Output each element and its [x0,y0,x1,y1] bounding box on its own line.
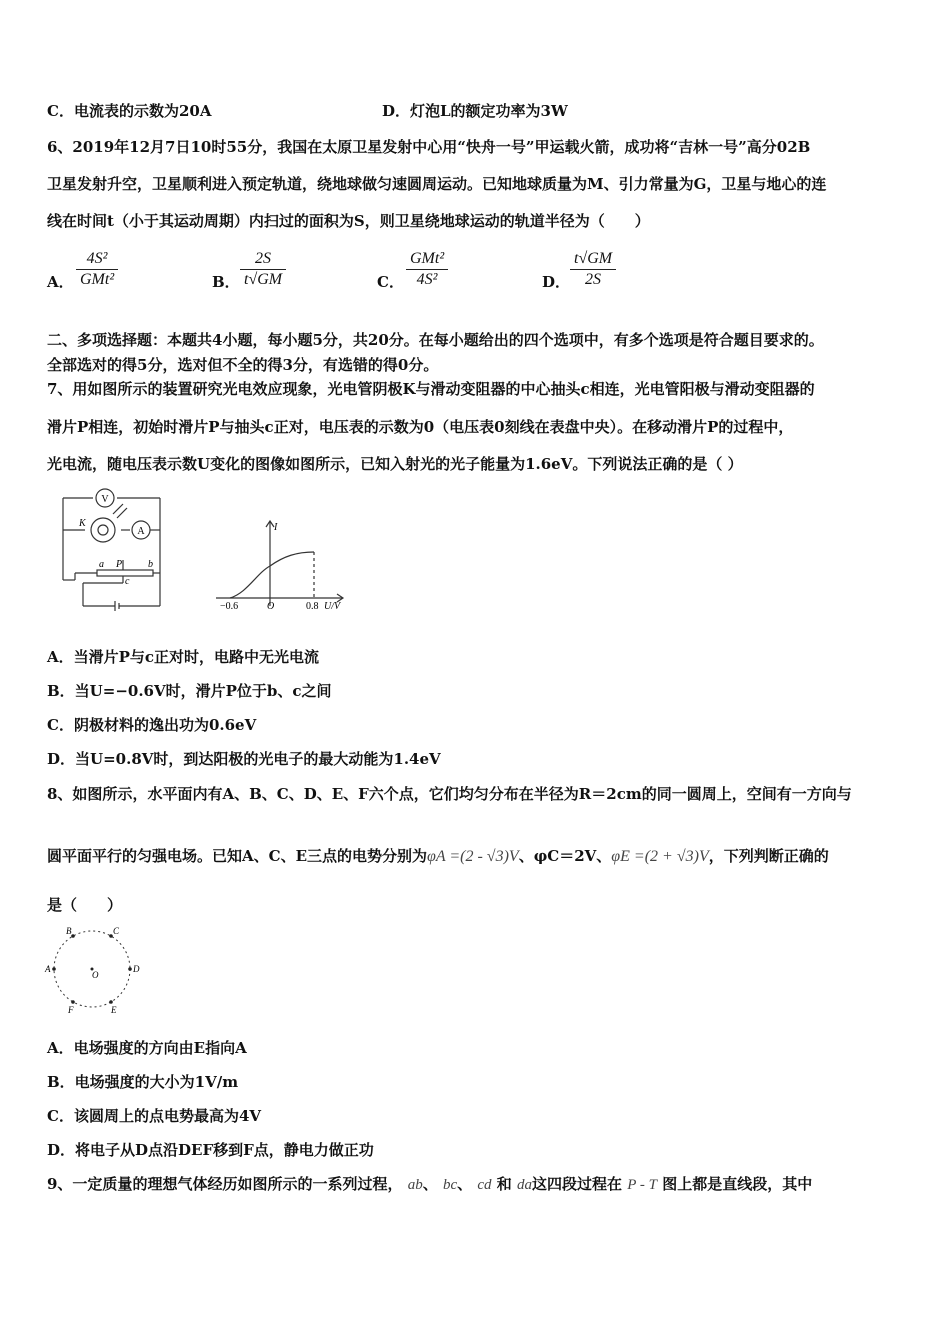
q8-line-3: 是（ ） [47,896,123,914]
ammeter-label: A [137,526,145,537]
voltmeter-label: V [101,494,109,505]
photocell-icon [91,518,115,542]
q9-line-a: 9、一定质量的理想气体经历如图所示的一系列过程， [47,1175,403,1193]
q5-option-c: C．电流表的示数为20A [47,102,212,120]
q6-option-b-num: 2S [255,250,272,267]
center-o-label: O [92,970,99,980]
cathode-label: K [79,518,86,529]
q8-option-b: B．电场强度的大小为1V/m [47,1073,239,1091]
q5-option-d: D．灯泡L的额定功率为3W [382,102,568,120]
q7-circuit-diagram [55,488,170,613]
q6-option-c-num: GMt² [410,250,445,267]
section2-line-1: 二、多项选择题：本题共4小题，每小题5分，共20分。在每小题给出的四个选项中，有多个选项是符合题目要求的。 [47,331,824,349]
q9-sep1: 、 [422,1175,438,1193]
q8-phi-e: φE =(2 + √3)V [611,848,709,865]
q8-phi-a: φA =(2 - √3)V [427,848,519,865]
q6-option-a-label: A． [47,273,74,291]
origin-label: O [267,601,275,610]
q6-option-c-fraction [406,250,448,289]
pos-tick-label: 0.8 [306,601,319,610]
rheostat-end-b-label: b [148,559,153,570]
q6-option-b-den: t√GM [244,271,283,288]
point-f-label: F [68,1005,74,1015]
neg-tick-label: −0.6 [220,601,239,610]
q6-option-c-label: C． [377,273,404,291]
q6-option-a-num: 4S² [86,250,108,267]
q9-ab: ab [407,1177,423,1193]
q9-da: da [517,1177,533,1193]
q6-line-3: 线在时间t（小于其运动周期）内扫过的面积为S，则卫星绕地球运动的轨道半径为（ ） [47,212,650,230]
section2-line-2: 全部选对的得5分，选对但不全的得3分，有选错的得0分。 [47,356,439,374]
q6-line-2: 卫星发射升空，卫星顺利进入预定轨道，绕地球做匀速圆周运动。已知地球质量为M、引力常量为G，卫星与地心的连 [47,175,827,193]
q6-option-b-label: B． [212,273,240,291]
q9-sep2: 、 [457,1175,473,1193]
q9-line-b: 这四段过程在 [532,1175,623,1193]
q7-line-2: 滑片P相连，初始时滑片P与抽头c正对，电压表的示数为0（电压表0刻线在表盘中央）。在移动滑片P的过程中， [47,418,794,436]
q9-line-c: 图上都是直线段，其中 [662,1175,813,1193]
q6-option-d-num: t√GM [574,250,613,267]
q9-bc: bc [442,1177,458,1193]
q8-option-d: D．将电子从D点沿DEF移到F点，静电力做正功 [47,1141,374,1159]
q6-option-d-label: D． [542,273,571,291]
q7-option-d: D．当U=0.8V时，到达阳极的光电子的最大动能为1.4eV [47,750,441,768]
q6-option-c-den: 4S² [416,271,438,288]
q6-option-d-den: 2S [585,271,602,288]
q7-option-b: B．当U=−0.6V时，滑片P位于b、c之间 [47,682,332,700]
rheostat-end-a-label: a [99,559,104,570]
q8-line-2-c: ，下列判断正确的 [708,847,829,865]
q8-circle-diagram [42,925,147,1017]
photocurrent-curve [230,552,314,598]
i-axis-label: I [274,522,278,533]
q9-pt: P - T [627,1177,657,1193]
q6-option-d-fraction [570,250,616,289]
q6-option-b-fraction [240,250,286,289]
q7-line-3: 光电流，随电压表示数U变化的图像如图所示，已知入射光的光子能量为1.6eV。下列说法正确的是（ ） [47,455,743,473]
q9-and: 和 [496,1175,512,1193]
point-b-label: B [66,926,72,936]
q8-line-2 [47,846,829,867]
q7-iu-graph [212,518,352,610]
q6-option-a-den: GMt² [80,271,115,288]
u-axis-label: U/V [324,601,341,610]
q8-option-c: C．该圆周上的点电势最高为4V [47,1107,262,1125]
slider-label: P [116,559,123,570]
tap-c-label: c [125,576,130,587]
q6-option-a-fraction [76,250,118,289]
q9-line-1 [47,1174,812,1195]
q7-line-1: 7、用如图所示的装置研究光电效应现象，光电管阴极K与滑动变阻器的中心抽头c相连，光电管阳极与滑动变阻器的 [47,380,815,398]
point-a-label: A [45,964,51,974]
point-c-label: C [113,926,120,936]
q7-option-a: A．当滑片P与c正对时，电路中无光电流 [47,648,320,666]
q8-line-1: 8、如图所示，水平面内有A、B、C、D、E、F六个点，它们均匀分布在半径为R＝2cm的同一圆周上，空间有一方向与 [47,785,852,803]
q9-cd: cd [477,1177,492,1193]
q7-option-c: C．阴极材料的逸出功为0.6eV [47,716,257,734]
point-d-label: D [133,964,140,974]
q8-option-a: A．电场强度的方向由E指向A [47,1039,247,1057]
q8-line-2-b: 、φC＝2V、 [518,847,612,865]
point-e-label: E [111,1005,117,1015]
q8-line-2-a: 圆平面平行的匀强电场。已知A、C、E三点的电势分别为 [47,847,428,865]
q6-line-1: 6、2019年12月7日10时55分，我国在太原卫星发射中心用“快舟一号”甲运载火箭，成功将“吉林一号”高分02B [47,138,811,156]
